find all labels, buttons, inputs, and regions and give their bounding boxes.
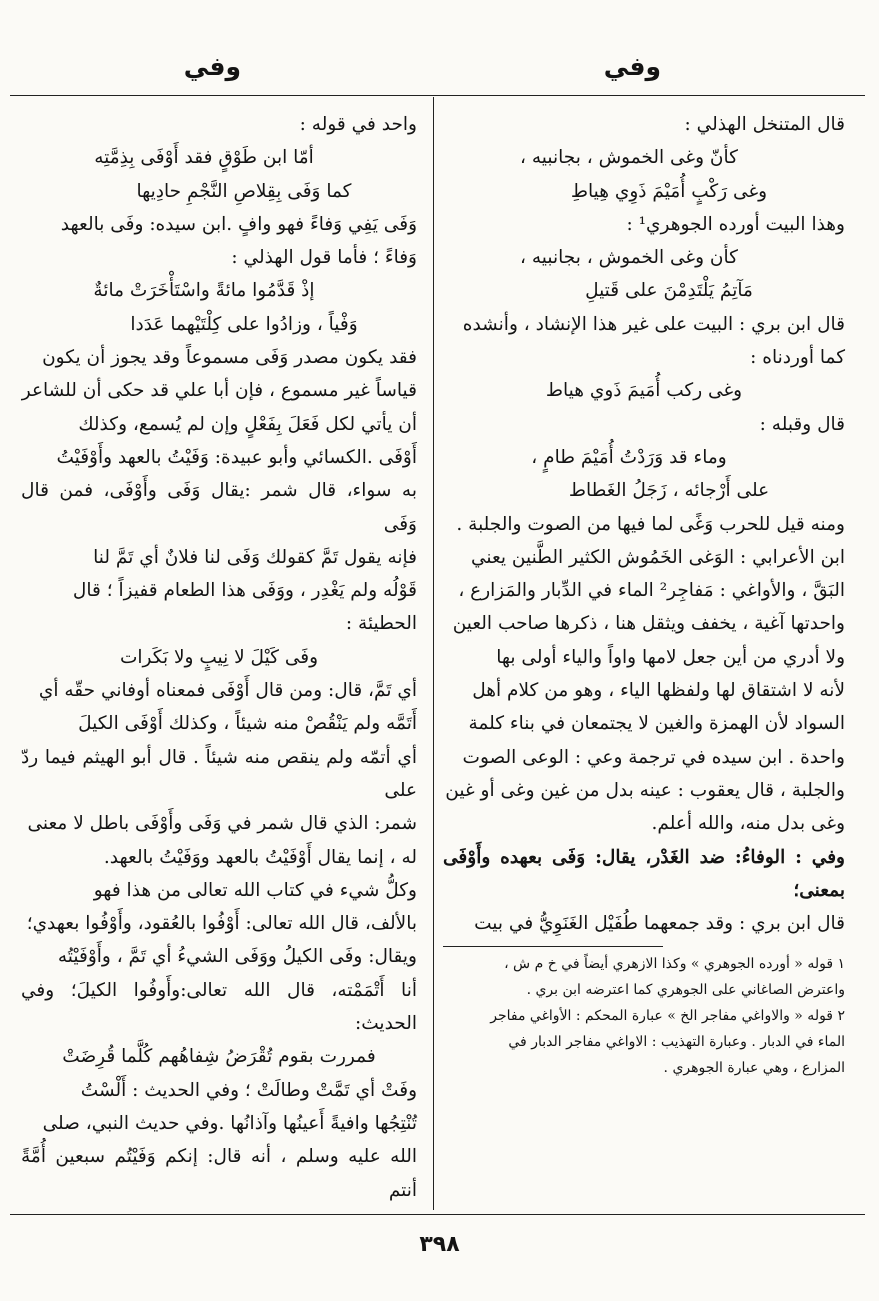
text-line: أَتَمَّه ولم يَنْقُصْ منه شيئاً ، وكذلك أَوْفَى الكيلَ xyxy=(78,713,417,735)
verse-line: وفَى كَيْلَ لا نِيبٍ ولا بَكَرات xyxy=(119,646,319,668)
text-line: ولا أدري من أين جعل لامها واواً والياء أولى بها xyxy=(496,646,845,668)
verse-line: مَآتِمُ يَلْتَدِمْنَ على قَتيلِ xyxy=(585,280,753,302)
text-line: والجلبة ، قال يعقوب : عينه بدل من غين وغى أو غين xyxy=(445,779,845,801)
text-line: ومنه قيل للحرب وَغًى لما فيها من الصوت والجلبة . xyxy=(456,513,845,535)
text-line: وهذا البيت أورده الجوهري¹ : xyxy=(626,213,845,235)
text-line: واحدتها آغية ، يخفف ويثقل هنا ، ذكرها صاحب العين xyxy=(452,613,845,635)
text-line: كما أوردناه : xyxy=(750,347,845,369)
footnote-rule xyxy=(443,946,663,947)
text-line: قياساً غير مسموع ، فإن أبا علي قد حكى أن للشاعر xyxy=(21,380,417,402)
text-line: واحدة . ابن سيده في ترجمة وعي : الوعى الصوت xyxy=(462,746,845,768)
bottom-rule xyxy=(10,1214,865,1215)
verse-line: أمّا ابن طَوْقٍ فقد أَوْفَى بِذِمَّتِه xyxy=(94,147,314,169)
text-line: السواد لأن الهمزة والغين لا يجتمعان في بناء كلمة xyxy=(468,713,845,735)
text-line: بالألف، قال الله تعالى: أَوْفُوا بالعُقود، وأَوْفُوا بعهدي؛ xyxy=(26,913,417,935)
footnote-line: الماء في الدبار . وعبارة التهذيب : الاواغي مفاجر الدبار في xyxy=(508,1034,845,1051)
verse-line: وغى رَكْبٍ أُمَيْمَ ذَوِي هِياطِ xyxy=(570,180,768,202)
verse-line: كأنّ وغى الخموش ، بجانبيه ، xyxy=(520,147,738,169)
header-word-left: وفي xyxy=(183,52,241,81)
text-line: قَوْلُه ولم يَغْدِر ، ووَفَى هذا الطعام قفيزاً ؛ قال xyxy=(72,580,417,602)
text-line: قال المتنخل الهذلي : xyxy=(684,114,845,135)
header-word-right: وفي xyxy=(603,52,661,81)
verse-line: فمررت بقوم تُقْرَضُ شِفاهُهم كُلَّما قُرِضَتْ xyxy=(62,1046,376,1068)
text-line: فإنه يقول تَمَّ كقولك وَفَى لنا فلانٌ أي تَمَّ لنا xyxy=(93,546,417,568)
verse-line: وغى ركب أُمَيمَ ذَوي هياط xyxy=(545,380,743,402)
text-line: أن يأتي لكل فَعَلَ بِفَعْلٍ وإن لم يُسمع، وكذلك xyxy=(78,413,417,435)
right-column xyxy=(443,108,845,1083)
text-line: له ، إنما يقال أَوْفَيْتُ بالعهد ووَفَيْتُ بالعهد. xyxy=(103,846,417,868)
text-line: الحطيئة : xyxy=(345,613,417,635)
footnotes xyxy=(443,953,845,1079)
text-line: قال ابن بري : البيت على غير هذا الإنشاد ، وأنشده xyxy=(462,313,845,335)
text-line: شمر: الذي قال شمر في وَفَى وأَوْفَى باطل لا معنى xyxy=(27,813,417,835)
text-line: وَفاءً ؛ فأما قول الهذلي : xyxy=(231,247,417,269)
footnote-line: واعترض الصاغاني على الجوهري كما اعترضه ابن بري . xyxy=(526,982,845,999)
verse-line: وَفْياً ، وزادُوا على كِلْتَيْهما عَدَدا xyxy=(130,313,358,335)
column-divider xyxy=(433,97,434,1210)
text-line: واحد في قوله : xyxy=(299,114,417,135)
text-line: أَوْفَى .الكسائي وأبو عبيدة: وَفَيْتُ بالعهد وأَوْفَيْتُ xyxy=(56,446,417,468)
text-line: قال ابن بري : وقد جمعهما طُفَيْل الغَنَوِيُّ في بيت xyxy=(474,913,845,935)
text-line: وغى بدل منه، والله أعلم. xyxy=(651,813,845,835)
text-line: الله عليه وسلم ، أنه قال: إنكم وَفَيْتُم سبعين أُمَّةً أنتم xyxy=(21,1146,417,1201)
text-line: البَقَّ ، والأواغي : مَفاجِر² الماء في الدِّبار والمَزارع ، xyxy=(458,580,845,602)
text-line: وكلُّ شيء في كتاب الله تعالى من هذا فهو xyxy=(93,879,417,901)
verse-line: على أَرْجائه ، زَجَلُ الغَطاط xyxy=(568,480,770,502)
footnote-line: ١ قوله « أورده الجوهري » وكذا الازهري أيضاً في خ م ش ، xyxy=(504,956,845,973)
text-line: تُنْتِجُها وافيةً أَعينُها وآذانُها .وفي حديث النبي، صلى xyxy=(42,1112,417,1134)
text-line: أي أتمّه ولم ينقص منه شيئاً . قال أبو الهيثم فيما ردّ على xyxy=(21,746,417,801)
text-line: ابن الأعرابي : الوَغى الخَمُوش الكثير الطَّنين يعني xyxy=(470,546,845,568)
text-line: أنا أَتْمَمْته، قال الله تعالى:وأَوفُوا الكيلَ؛ وفي الحديث: xyxy=(21,979,417,1035)
verse-line: إذْ قَدَّمُوا مائةً واسْتَأْخَرَتْ مائةٌ xyxy=(93,280,315,302)
verse-line: كأن وغى الخموش ، بجانبيه ، xyxy=(520,247,738,269)
footnote-line: ٢ قوله « والاواغي مفاجر الخ » عبارة المحكم : الأواغي مفاجر xyxy=(490,1008,845,1025)
text-line: قال وقبله : xyxy=(759,413,845,435)
footnote-line: المزارع ، وهي عبارة الجوهري . xyxy=(663,1060,845,1077)
top-rule xyxy=(10,95,865,96)
text-line: فقد يكون مصدر وَفَى مسموعاً وقد يجوز أن يكون xyxy=(42,347,417,369)
verse-line: وماء قد وَرَدْتُ أُمَيْمَ طامٍ ، xyxy=(531,446,727,468)
verse-line: كما وَفَى بِقِلاصِ النَّجْمِ حادِيها xyxy=(136,180,352,202)
left-column xyxy=(21,108,417,1207)
text-line: أي تَمَّ، قال: ومن قال أَوْفَى فمعناه أوفاني حقّه أي xyxy=(38,680,417,702)
text-line: لأنه لا اشتقاق لها ولفظها الياء ، وهو من كلام أهل xyxy=(472,680,845,702)
text-line: ويقال: وفَى الكيلُ ووَفَى الشيءُ أي تَمَّ ، وأَوْفَيْتُه xyxy=(57,946,417,968)
text-line: وَفَى يَفِي وَفاءً فهو وافٍ .ابن سيده: وفَى بالعهد xyxy=(60,213,417,235)
entry-heading-line: وفي : الوفاءُ: ضد الغَدْر، يقال: وَفَى بعهده وأَوْفَى بمعنى؛ xyxy=(443,846,845,901)
page-number: ٣٩٨ xyxy=(419,1232,460,1257)
text-line: وفَتْ أي تَمَّتْ وطالَتْ ؛ وفي الحديث : أَلْسْتُ xyxy=(80,1079,417,1101)
text-line: به سواء، قال شمر :يقال وَفَى وأَوْفَى، فمن قال وَفَى xyxy=(21,480,417,535)
